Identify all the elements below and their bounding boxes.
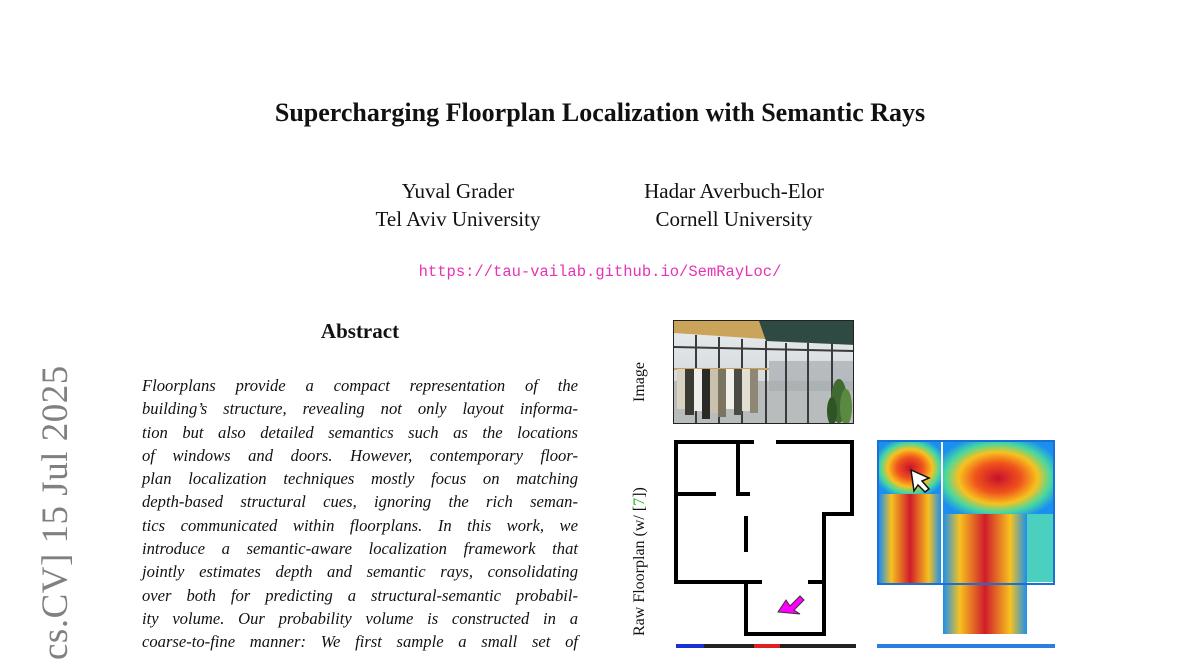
figure-raw-floorplan bbox=[674, 440, 856, 638]
abstract-line: over both for predicting a structural-semantic probabil- bbox=[142, 585, 578, 605]
citation-link[interactable]: 7 bbox=[631, 497, 648, 506]
next-row-strip bbox=[676, 644, 704, 648]
author-block bbox=[612, 177, 856, 233]
floorplan-drawing bbox=[674, 440, 856, 638]
next-row-strip bbox=[754, 644, 780, 648]
author-name: Yuval Grader bbox=[401, 179, 515, 203]
project-url-link[interactable]: https://tau-vailab.github.io/SemRayLoc/ bbox=[418, 263, 782, 281]
figure-probability-heatmap bbox=[877, 440, 1055, 636]
arxiv-identifier: cs.CV] 15 Jul 2025 bbox=[35, 365, 76, 660]
figure-row-label-raw-floorplan bbox=[631, 487, 649, 636]
abstract-line: depth-based structural cues, ignoring the rich seman- bbox=[142, 492, 578, 512]
abstract-heading: Abstract bbox=[320, 319, 400, 343]
next-row-strip bbox=[877, 644, 1055, 648]
abstract-body bbox=[142, 374, 578, 654]
abstract-line: plan localization techniques mostly focus on matching bbox=[142, 469, 578, 489]
abstract-line: building’s structure, revealing not only layout informa- bbox=[142, 399, 578, 419]
author-block bbox=[330, 177, 586, 233]
abstract-line: Floorplans provide a compact representation of the bbox=[142, 376, 578, 395]
label-text: Raw Floorplan (w/ [ bbox=[631, 505, 648, 636]
paper-title: Supercharging Floorplan Localization with Semantic Rays bbox=[274, 98, 926, 127]
next-row-strip bbox=[780, 644, 856, 648]
author-name: Hadar Averbuch-Elor bbox=[644, 179, 824, 203]
figure-query-image bbox=[673, 320, 854, 424]
query-photo bbox=[674, 321, 854, 424]
author-affiliation: Cornell University bbox=[655, 207, 813, 231]
heatmap-drawing bbox=[877, 440, 1055, 636]
pose-arrow-icon bbox=[778, 596, 804, 614]
abstract-line: tion but also detailed semantics such as the locations bbox=[142, 422, 578, 442]
next-row-strip bbox=[704, 644, 754, 648]
abstract-line: coarse-to-fine manner: We first sample a small set of bbox=[142, 632, 578, 652]
abstract-line: tics communicated within floorplans. In this work, we bbox=[142, 515, 578, 535]
abstract-line: introduce a semantic-aware localization framework that bbox=[142, 539, 578, 559]
label-text: ]) bbox=[631, 487, 648, 498]
abstract-line: ity volume. Our probability volume is constructed in a bbox=[142, 608, 578, 628]
figure-row-label-image: Image bbox=[631, 362, 648, 402]
author-affiliation: Tel Aviv University bbox=[375, 207, 541, 231]
abstract-line: jointly estimates depth and semantic rays, consolidating bbox=[142, 562, 578, 582]
abstract-line: of windows and doors. However, contemporary floor- bbox=[142, 445, 578, 465]
